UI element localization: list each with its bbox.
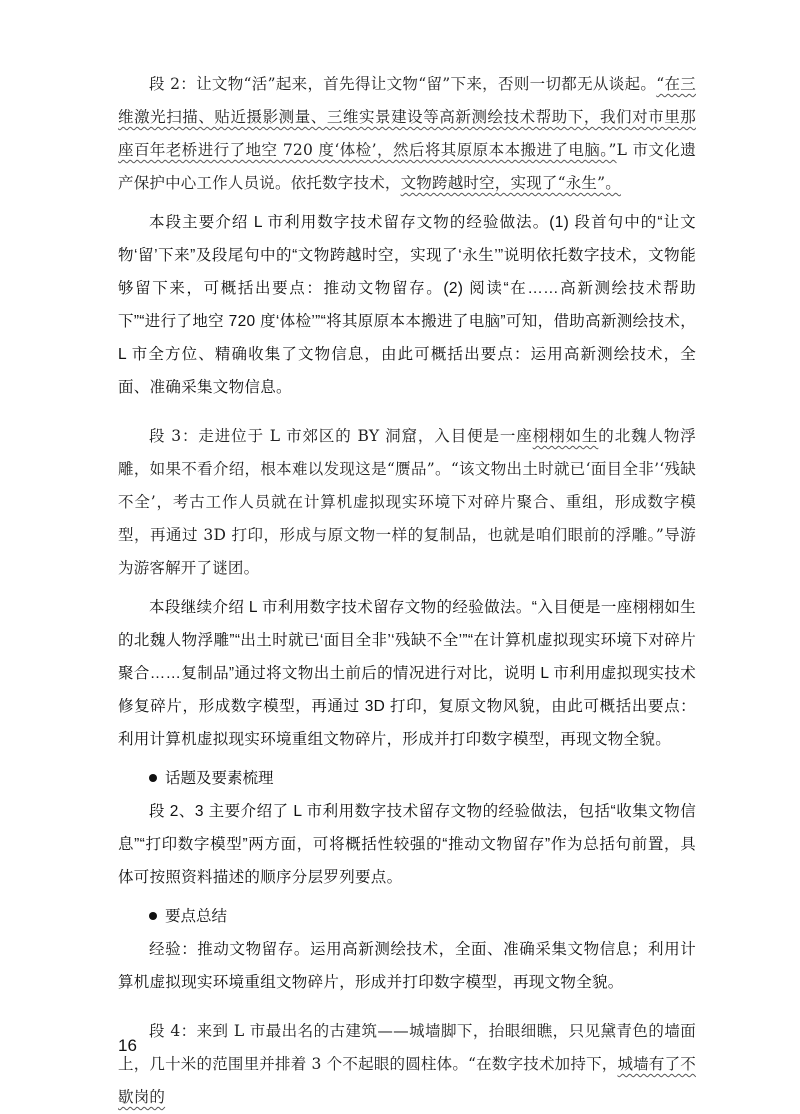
topic-heading-text: 话题及要素梳理 — [165, 770, 274, 787]
summary-heading-text: 要点总结 — [165, 908, 228, 925]
p3-text-b-underlined: 栩栩如生 — [532, 427, 599, 445]
page-number: 16 — [118, 1036, 137, 1055]
p2-text-d-underlined: 文物跨越时空，实现了“永生”。 — [400, 174, 621, 192]
page-content — [118, 68, 696, 1114]
p3-text-d: 导游为游客解开了谜团。 — [118, 526, 696, 577]
p4-text-a: 段 4：来到 L 市最出名的古建筑——城墙脚下，抬眼细瞧，只见黛青色的墙面上，几十米的范围里并排着 3 个不起眼的圆柱体。“在数字技术加持下， — [118, 1022, 696, 1073]
topic-heading — [118, 762, 696, 795]
paragraph-2-analysis: 本段主要介绍 L 市利用数字技术留存文物的经验做法。(1) 段首句中的“让文物‘留’下来”及段尾句中的“文物跨越时空，实现了‘永生’”说明依托数字技术，文物能够留下来，可概括出要点：推动文物留存。(2) 阅读“在……高新测绘技术帮助下”“进行了地空 720 度‘体检’”“将其原原本本搬进了电脑”可知，借助高新测绘技术，L 市全方位、精确收集了文物信息，由此可概括出要点：运用高新测绘技术，全面、准确采集文物信息。 — [118, 214, 696, 396]
p2-text-b-underlined: “在三维激光扫描、贴近摄影测量、三维实景建设等高新测绘技术帮助下，我们对市里那座百年老桥进行了地空 720 度‘体检’，然后将其原原本本搬进了电脑。” — [118, 75, 696, 159]
p3-text-c: 的北魏人物浮雕，如果不看介绍，根本难以发现这是“赝品”。“该文物出土时就已‘面目全非’‘残缺不全’，考古工作人员就在计算机虚拟现实环境下对碎片聚合、重组，形成数字模型，再通过 3D 打印，形成与原文物一样的复制品，也就是咱们眼前的浮雕。” — [118, 427, 696, 544]
paragraph-4-original — [118, 1015, 696, 1114]
paragraph-3-analysis: 本段继续介绍 L 市利用数字技术留存文物的经验做法。“入目便是一座栩栩如生的北魏人物浮雕”“出土时就已‘面目全非’‘残缺不全’”“在计算机虚拟现实环境下对碎片聚合……复制品”通过将文物出土前后的情况进行对比，说明 L 市利用虚拟现实技术修复碎片，形成数字模型，再通过 3D 打印，复原文物风貌，由此可概括出要点：利用计算机虚拟现实环境重组文物碎片，形成并打印数字模型，再现文物全貌。 — [118, 599, 696, 748]
bullet-icon — [149, 912, 157, 920]
summary-heading — [118, 900, 696, 933]
p2-text-a: 段 2：让文物“活”起来，首先得让文物“留”下来，否则一切都无从谈起。 — [149, 75, 657, 93]
p2-text-c: L 市文化遗产保护中心工作人员说。依托数字技术， — [118, 141, 697, 192]
p3-text-a: 段 3：走进位于 L 市郊区的 BY 洞窟，入目便是一座 — [149, 427, 533, 445]
topic-text: 段 2、3 主要介绍了 L 市利用数字技术留存文物的经验做法，包括“收集文物信息”“打印数字模型”两方面，可将概括性较强的“推动文物留存”作为总括句前置，具体可按照资料描述的顺序分层罗列要点。 — [118, 803, 696, 886]
bullet-icon — [149, 774, 157, 782]
summary-text: 经验：推动文物留存。运用高新测绘技术，全面、准确采集文物信息；利用计算机虚拟现实环境重组文物碎片，形成并打印数字模型，再现文物全貌。 — [118, 941, 696, 991]
paragraph-3-original — [118, 420, 696, 585]
paragraph-2-original — [118, 68, 696, 200]
p4-text-b-underlined: 城墙有了不歇岗的 — [118, 1055, 696, 1106]
